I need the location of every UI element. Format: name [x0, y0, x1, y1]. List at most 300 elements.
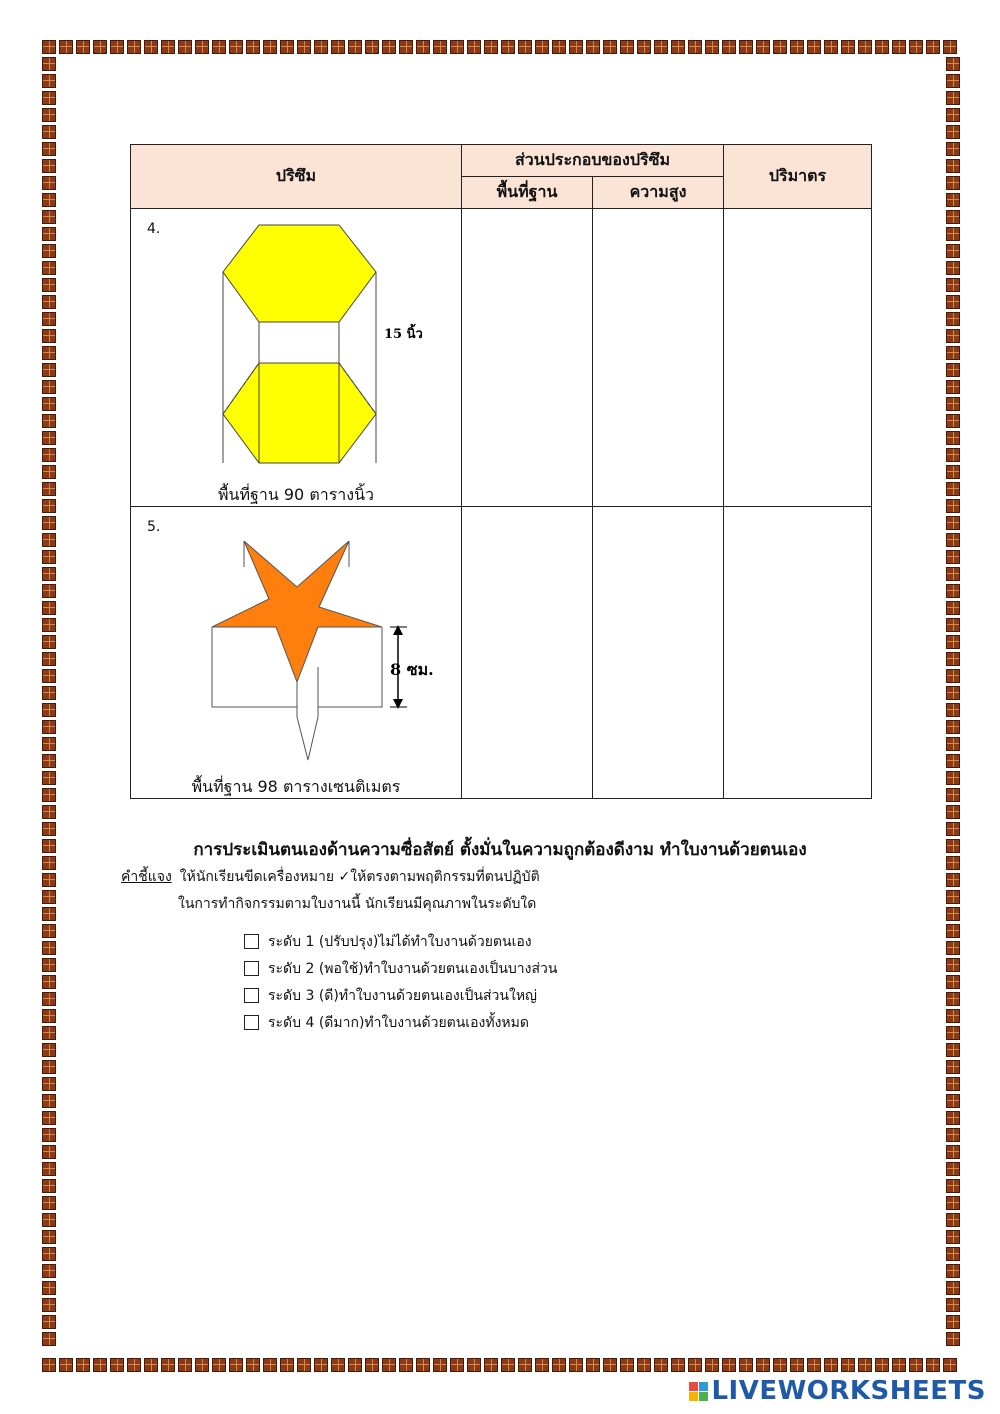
brick-tile [946, 703, 960, 717]
brick-tile [824, 40, 838, 54]
brick-tile [824, 1358, 838, 1372]
brick-tile [314, 40, 328, 54]
brick-tile [946, 414, 960, 428]
brick-tile [654, 1358, 668, 1372]
logo-grid-icon [689, 1382, 708, 1401]
answer-height-4[interactable] [593, 209, 724, 507]
brick-tile [93, 40, 107, 54]
brick-tile [59, 1358, 73, 1372]
brick-tile [637, 40, 651, 54]
brick-tile [484, 1358, 498, 1372]
brick-tile [42, 992, 56, 1006]
brick-tile [42, 397, 56, 411]
brick-tile [42, 635, 56, 649]
brick-tile [946, 1128, 960, 1142]
brick-tile [42, 1111, 56, 1125]
brick-tile [314, 1358, 328, 1372]
brick-tile [946, 1043, 960, 1057]
brick-tile [42, 295, 56, 309]
brick-tile [946, 465, 960, 479]
instruction-line-2: ในการทำกิจกรรมตามใบงานนี้ นักเรียนมีคุณภาพในระดับใด [178, 896, 537, 912]
brick-tile [42, 754, 56, 768]
brick-tile [42, 1196, 56, 1210]
brick-tile [705, 40, 719, 54]
brick-tile [93, 1358, 107, 1372]
brick-tile [467, 40, 481, 54]
brick-tile [42, 1060, 56, 1074]
brick-tile [110, 1358, 124, 1372]
brick-tile [946, 924, 960, 938]
brick-tile [42, 499, 56, 513]
checkbox[interactable] [244, 934, 259, 949]
instruction-text: ให้นักเรียนขีดเครื่องหมาย ✓ให้ตรงตามพฤติกรรมที่ตนปฏิบัติ [179, 869, 540, 885]
brick-tile [195, 40, 209, 54]
brick-tile [433, 1358, 447, 1372]
brick-tile [875, 1358, 889, 1372]
brick-tile [946, 737, 960, 751]
brick-tile [875, 40, 889, 54]
brick-tile [552, 40, 566, 54]
brick-tile [42, 1264, 56, 1278]
brick-tile [42, 1094, 56, 1108]
brick-tile [841, 40, 855, 54]
brick-tile [807, 1358, 821, 1372]
brick-tile [42, 1077, 56, 1091]
brick-tile [535, 40, 549, 54]
brick-tile [501, 1358, 515, 1372]
brick-tile [946, 1009, 960, 1023]
brick-tile [416, 40, 430, 54]
brick-tile [552, 1358, 566, 1372]
brick-tile [946, 958, 960, 972]
brick-tile [212, 1358, 226, 1372]
level-option[interactable] [244, 1009, 557, 1036]
brick-tile [946, 1213, 960, 1227]
brick-tile [943, 1358, 957, 1372]
brick-tile [76, 40, 90, 54]
brick-tile [946, 941, 960, 955]
brick-tile [586, 1358, 600, 1372]
brick-tile [42, 584, 56, 598]
brick-tile [946, 550, 960, 564]
brick-tile [42, 74, 56, 88]
brick-tile [946, 1026, 960, 1040]
brick-tile [42, 91, 56, 105]
base-area-caption: พื้นที่ฐาน 98 ตารางเซนติเมตร [191, 777, 401, 796]
brick-tile [42, 125, 56, 139]
brick-tile [484, 40, 498, 54]
brick-tile [42, 601, 56, 615]
brick-tile [42, 329, 56, 343]
brick-tile [946, 771, 960, 785]
brick-tile [42, 618, 56, 632]
brick-tile [946, 822, 960, 836]
brick-tile [739, 1358, 753, 1372]
brick-tile [892, 1358, 906, 1372]
brick-tile [909, 1358, 923, 1372]
brick-tile [42, 788, 56, 802]
brick-tile [42, 363, 56, 377]
brick-tile [946, 74, 960, 88]
brick-tile [946, 1179, 960, 1193]
brick-tile [807, 40, 821, 54]
brick-tile [263, 1358, 277, 1372]
brick-tile [671, 1358, 685, 1372]
brick-tile [501, 40, 515, 54]
brick-tile [946, 448, 960, 462]
brick-tile [229, 1358, 243, 1372]
brick-tile [926, 1358, 940, 1372]
brick-tile [127, 1358, 141, 1372]
brick-tile [946, 567, 960, 581]
brick-tile [946, 533, 960, 547]
brick-tile [535, 1358, 549, 1372]
height-label: 8 ซม. [390, 660, 434, 679]
brick-tile [42, 1358, 56, 1372]
level-option[interactable] [244, 955, 557, 982]
brick-tile [399, 1358, 413, 1372]
brick-tile [705, 1358, 719, 1372]
brick-tile [42, 1179, 56, 1193]
brick-tile [42, 40, 56, 54]
brick-tile [946, 431, 960, 445]
brick-tile [946, 1077, 960, 1091]
brick-tile [331, 40, 345, 54]
header-base-area: พื้นที่ฐาน [462, 177, 593, 209]
brick-tile [946, 1332, 960, 1346]
prism-cell-4 [131, 209, 462, 507]
brick-tile [450, 40, 464, 54]
brick-tile [42, 261, 56, 275]
brick-tile [946, 992, 960, 1006]
level-label: ระดับ 4 (ดีมาก)ทำใบงานด้วยตนเองทั้งหมด [268, 1014, 529, 1031]
brick-tile [858, 40, 872, 54]
brick-tile [671, 40, 685, 54]
brick-tile [212, 40, 226, 54]
brick-tile [946, 618, 960, 632]
brick-tile [416, 1358, 430, 1372]
brick-tile [569, 1358, 583, 1372]
brick-tile [42, 516, 56, 530]
brick-tile [946, 788, 960, 802]
brick-tile [518, 1358, 532, 1372]
brick-tile [946, 210, 960, 224]
brick-tile [42, 703, 56, 717]
brick-tile [946, 1145, 960, 1159]
brick-tile [144, 1358, 158, 1372]
brick-tile [722, 1358, 736, 1372]
brick-tile [161, 40, 175, 54]
answer-volume-5[interactable] [724, 507, 872, 799]
brick-tile [946, 1247, 960, 1261]
brick-tile [688, 40, 702, 54]
brick-tile [841, 1358, 855, 1372]
brick-tile [42, 873, 56, 887]
brick-tile [946, 261, 960, 275]
brick-tile [946, 142, 960, 156]
brick-tile [42, 805, 56, 819]
brick-tile [42, 159, 56, 173]
brick-tile [42, 312, 56, 326]
brick-tile [946, 1060, 960, 1074]
brick-tile [773, 1358, 787, 1372]
header-volume: ปริมาตร [724, 145, 872, 209]
brick-tile [178, 40, 192, 54]
brick-tile [603, 1358, 617, 1372]
brick-tile [926, 40, 940, 54]
brick-tile [42, 431, 56, 445]
brick-tile [946, 176, 960, 190]
brick-tile [195, 1358, 209, 1372]
level-label: ระดับ 1 (ปรับปรุง)ไม่ได้ทำใบงานด้วยตนเอง [268, 933, 532, 950]
brick-tile [909, 40, 923, 54]
brick-tile [42, 720, 56, 734]
brick-tile [946, 805, 960, 819]
brick-tile [399, 40, 413, 54]
brick-tile [946, 312, 960, 326]
brick-tile [946, 397, 960, 411]
brick-tile [42, 108, 56, 122]
brick-tile [42, 975, 56, 989]
brick-tile [42, 1298, 56, 1312]
brick-tile [518, 40, 532, 54]
brick-tile [110, 40, 124, 54]
brick-tile [946, 1264, 960, 1278]
logo-text: LIVEWORKSHEETS [711, 1376, 986, 1406]
assessment-title: การประเมินตนเองด้านความซื่อสัตย์ ตั้งมั่นในความถูกต้องดีงาม ทำใบงานด้วยตนเอง [193, 840, 807, 860]
brick-tile [946, 91, 960, 105]
brick-tile [42, 550, 56, 564]
table-row [131, 209, 872, 507]
brick-tile [42, 1332, 56, 1346]
brick-tile [946, 652, 960, 666]
brick-tile [946, 720, 960, 734]
height-label: 15 นิ้ว [384, 327, 423, 342]
brick-tile [790, 1358, 804, 1372]
brick-tile [42, 941, 56, 955]
item-number: 4. [147, 221, 161, 237]
brick-tile [892, 40, 906, 54]
brick-tile [946, 278, 960, 292]
brick-tile [348, 40, 362, 54]
brick-tile [42, 669, 56, 683]
brick-tile [946, 584, 960, 598]
brick-tile [42, 57, 56, 71]
brick-tile [946, 1111, 960, 1125]
brick-tile [946, 1315, 960, 1329]
brick-tile [946, 295, 960, 309]
brick-tile [946, 907, 960, 921]
brick-tile [42, 1128, 56, 1142]
brick-tile [42, 448, 56, 462]
brick-tile [42, 567, 56, 581]
brick-tile [946, 57, 960, 71]
brick-tile [42, 465, 56, 479]
brick-tile [946, 244, 960, 258]
answer-base-area-4[interactable] [462, 209, 593, 507]
brick-tile [42, 1230, 56, 1244]
answer-volume-4[interactable] [724, 209, 872, 507]
brick-tile [946, 482, 960, 496]
brick-tile [42, 652, 56, 666]
brick-tile [229, 40, 243, 54]
brick-tile [946, 108, 960, 122]
brick-tile [42, 737, 56, 751]
brick-tile [42, 686, 56, 700]
brick-tile [946, 890, 960, 904]
brick-tile [946, 363, 960, 377]
brick-tile [946, 125, 960, 139]
brick-tile [946, 1298, 960, 1312]
level-option[interactable] [244, 928, 557, 955]
answer-base-area-5[interactable] [462, 507, 593, 799]
brick-tile [946, 380, 960, 394]
brick-tile [297, 40, 311, 54]
header-components: ส่วนประกอบของปริซึม [462, 145, 724, 177]
brick-tile [42, 907, 56, 921]
brick-tile [946, 1230, 960, 1244]
brick-tile [946, 1162, 960, 1176]
brick-tile [946, 1094, 960, 1108]
brick-tile [42, 1281, 56, 1295]
brick-tile [946, 669, 960, 683]
brick-tile [756, 40, 770, 54]
base-area-caption: พื้นที่ฐาน 90 ตารางนิ้ว [218, 485, 374, 504]
brick-tile [42, 1043, 56, 1057]
brick-tile [42, 346, 56, 360]
brick-tile [42, 244, 56, 258]
brick-tile [382, 40, 396, 54]
checkbox[interactable] [244, 988, 259, 1003]
brick-tile [42, 193, 56, 207]
brick-tile [946, 516, 960, 530]
brick-tile [144, 40, 158, 54]
brick-tile [433, 40, 447, 54]
liveworksheets-logo [689, 1376, 986, 1406]
brick-tile [943, 40, 957, 54]
brick-tile [946, 346, 960, 360]
brick-tile [365, 40, 379, 54]
brick-tile [42, 1213, 56, 1227]
brick-tile [946, 159, 960, 173]
brick-tile [946, 975, 960, 989]
brick-tile [42, 924, 56, 938]
level-label: ระดับ 3 (ดี)ทำใบงานด้วยตนเองเป็นส่วนใหญ่ [268, 987, 537, 1004]
checkbox[interactable] [244, 961, 259, 976]
brick-tile [42, 278, 56, 292]
brick-tile [739, 40, 753, 54]
brick-tile [297, 1358, 311, 1372]
brick-tile [946, 227, 960, 241]
checkbox[interactable] [244, 1015, 259, 1030]
brick-tile [280, 1358, 294, 1372]
brick-tile [42, 958, 56, 972]
instruction-label: คำชี้แจง [121, 869, 172, 885]
brick-tile [603, 40, 617, 54]
brick-tile [946, 329, 960, 343]
brick-tile [946, 1196, 960, 1210]
brick-tile [382, 1358, 396, 1372]
header-height: ความสูง [593, 177, 724, 209]
brick-tile [450, 1358, 464, 1372]
brick-tile [42, 890, 56, 904]
brick-tile [127, 40, 141, 54]
level-label: ระดับ 2 (พอใช้)ทำใบงานด้วยตนเองเป็นบางส่วน [268, 960, 558, 977]
brick-tile [161, 1358, 175, 1372]
brick-tile [246, 40, 260, 54]
brick-tile [790, 40, 804, 54]
brick-tile [858, 1358, 872, 1372]
prism-worksheet-table [130, 144, 872, 799]
brick-tile [42, 771, 56, 785]
brick-tile [42, 1315, 56, 1329]
brick-tile [331, 1358, 345, 1372]
brick-tile [586, 40, 600, 54]
brick-tile [620, 40, 634, 54]
brick-tile [467, 1358, 481, 1372]
table-row [131, 507, 872, 799]
brick-tile [365, 1358, 379, 1372]
brick-tile [42, 142, 56, 156]
header-prism: ปริซึม [131, 145, 462, 209]
brick-tile [42, 414, 56, 428]
brick-tile [42, 533, 56, 547]
brick-tile [76, 1358, 90, 1372]
brick-tile [178, 1358, 192, 1372]
brick-tile [620, 1358, 634, 1372]
brick-tile [42, 1162, 56, 1176]
brick-tile [348, 1358, 362, 1372]
brick-tile [637, 1358, 651, 1372]
brick-tile [946, 635, 960, 649]
brick-tile [42, 482, 56, 496]
brick-tile [722, 40, 736, 54]
brick-tile [946, 754, 960, 768]
brick-tile [756, 1358, 770, 1372]
brick-tile [773, 40, 787, 54]
hexagonal-prism-figure [131, 209, 462, 507]
brick-tile [42, 1026, 56, 1040]
brick-tile [946, 193, 960, 207]
answer-height-5[interactable] [593, 507, 724, 799]
item-number: 5. [147, 519, 161, 535]
brick-tile [280, 40, 294, 54]
brick-tile [688, 1358, 702, 1372]
instruction-line-1 [121, 866, 540, 888]
brick-tile [42, 822, 56, 836]
brick-tile [946, 686, 960, 700]
level-option[interactable] [244, 982, 557, 1009]
brick-tile [946, 601, 960, 615]
prism-cell-5 [131, 507, 462, 799]
brick-tile [946, 873, 960, 887]
brick-tile [654, 40, 668, 54]
brick-tile [42, 1009, 56, 1023]
brick-tile [946, 499, 960, 513]
brick-tile [42, 176, 56, 190]
brick-tile [569, 40, 583, 54]
brick-tile [42, 1145, 56, 1159]
brick-tile [59, 40, 73, 54]
brick-tile [42, 210, 56, 224]
star-prism-figure [131, 507, 462, 799]
brick-tile [946, 1281, 960, 1295]
brick-tile [263, 40, 277, 54]
brick-tile [42, 380, 56, 394]
assessment-levels [244, 928, 557, 1036]
brick-tile [42, 1247, 56, 1261]
brick-tile [246, 1358, 260, 1372]
